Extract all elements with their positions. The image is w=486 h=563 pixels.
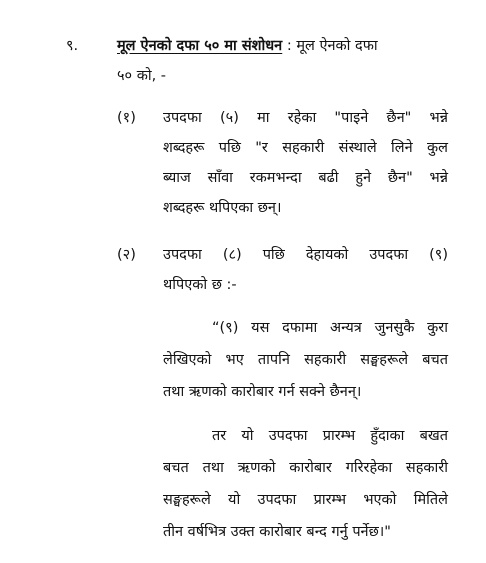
clause-1-line-1: उपदफा (५) मा रहेका "पाइने छैन" भन्ने: [163, 110, 448, 126]
quote-para-2-line-2: बचत तथा ऋणको कारोबार गरिरहेका सहकारी: [163, 460, 448, 476]
clause-1-line-4: शब्दहरू थपिएका छन्।: [163, 200, 282, 216]
quote-para-2-line-3: सङ्घहरूले यो उपदफा प्रारम्भ भएको मितिले: [163, 492, 448, 508]
section-heading-rest: : मूल ऐनको दफा: [286, 38, 378, 54]
clause-2-line-2: थपिएको छ :-: [163, 277, 237, 293]
clause-2-line-1: उपदफा (८) पछि देहायको उपदफा (९): [163, 247, 448, 263]
section-heading-line: [117, 36, 378, 56]
clause-1-number: (१): [117, 110, 136, 126]
clause-1-line-3: ब्याज साँवा रकमभन्दा बढी हुने छैन" भन्ने: [163, 170, 448, 186]
section-line-2: ५० को, -: [117, 68, 167, 84]
quote-para-1-line-2: लेखिएको भए तापनि सहकारी सङ्घहरूले बचत: [163, 352, 448, 368]
quote-para-2-line-1: तर यो उपदफा प्रारम्भ हुँदाका बखत: [212, 428, 448, 444]
section-number: ९.: [66, 38, 79, 54]
quote-para-1-line-1: “(९) यस दफामा अन्यत्र जुनसुकै कुरा: [212, 320, 448, 336]
clause-2-number: (२): [117, 247, 136, 263]
quote-para-2-line-4: तीन वर्षभित्र उक्त कारोबार बन्द गर्नु पर्नेछ।": [163, 524, 391, 540]
clause-1-line-2: शब्दहरू पछि "र सहकारी संस्थाले लिने कुल: [163, 140, 448, 156]
section-heading: मूल ऐनको दफा ५० मा संशोधन: [117, 38, 283, 54]
quote-para-1-line-3: तथा ऋणको कारोबार गर्न सक्ने छैनन्।: [163, 384, 362, 400]
